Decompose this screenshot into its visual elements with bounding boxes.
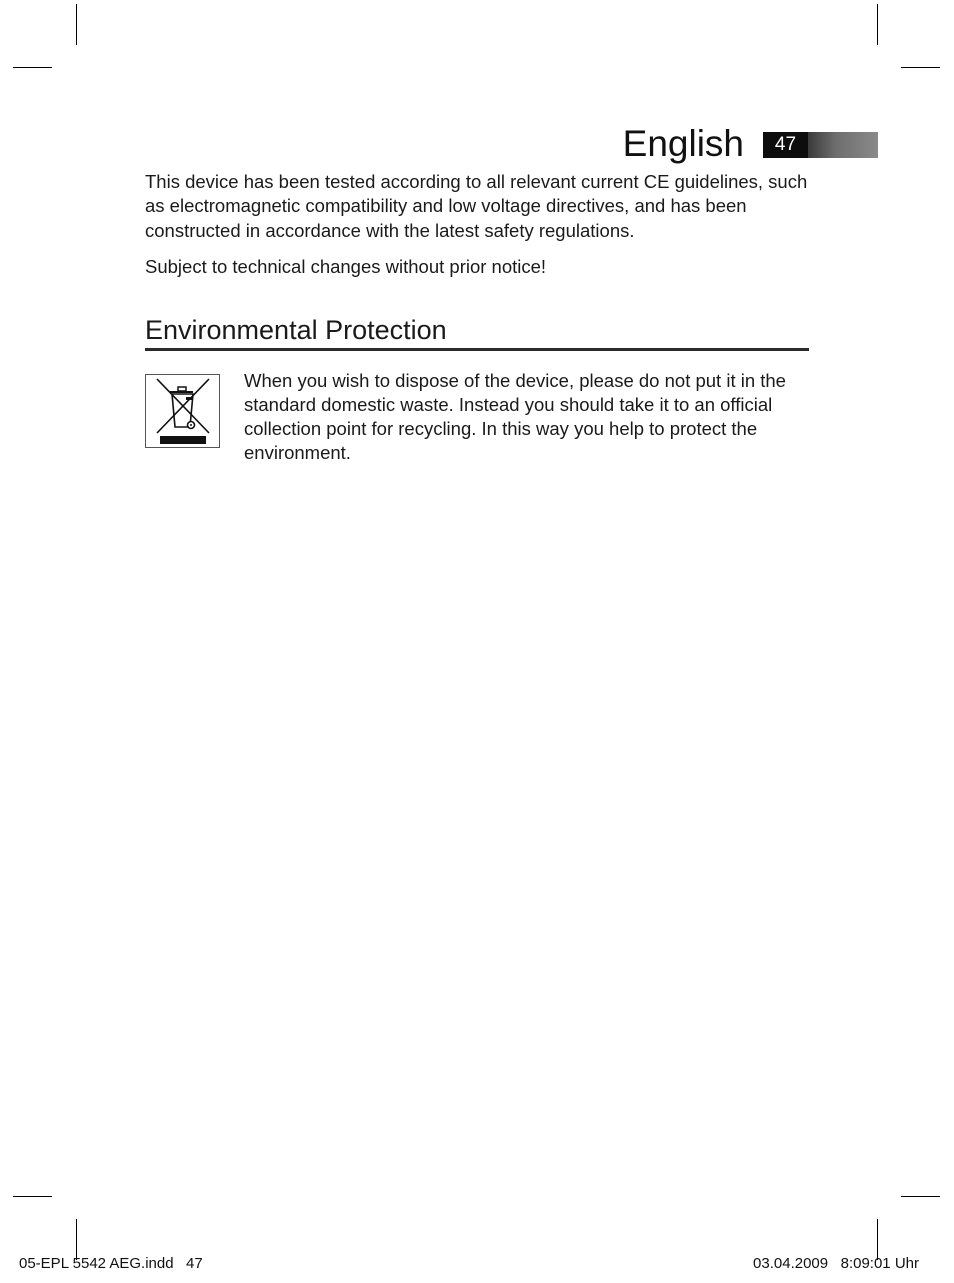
- section-heading: Environmental Protection: [145, 314, 809, 351]
- file-slug: 05-EPL 5542 AEG.indd 47: [19, 1255, 203, 1272]
- page-number-badge: 47: [763, 132, 808, 158]
- crop-mark-bottom-right-vertical: [877, 1219, 878, 1260]
- crop-mark-top-right-horizontal: [901, 67, 940, 68]
- language-heading: English: [622, 123, 744, 164]
- crop-mark-bottom-left-horizontal: [13, 1196, 52, 1197]
- ce-compliance-paragraph: This device has been tested according to all relevant current CE guidelines, such as electromagnetic compatibility and low voltage directives, and has been constructed in accordance with the latest safety regulations.: [145, 171, 808, 241]
- crop-mark-top-left-vertical: [76, 4, 77, 45]
- crossed-out-wheelie-bin-icon: [145, 374, 220, 448]
- technical-changes-notice: Subject to technical changes without prior notice!: [145, 256, 547, 277]
- crop-mark-bottom-right-horizontal: [901, 1196, 940, 1197]
- crop-mark-top-left-horizontal: [13, 67, 52, 68]
- crop-mark-bottom-left-vertical: [76, 1219, 77, 1260]
- disposal-instructions: When you wish to dispose of the device, please do not put it in the standard domestic waste. Instead you should take it to an official collection point for recycling. In this way you help to protect the environment.: [244, 370, 786, 463]
- timestamp-slug: 03.04.2009 8:09:01 Uhr: [753, 1255, 919, 1272]
- header-gradient-bar: [808, 132, 878, 158]
- crop-mark-top-right-vertical: [877, 4, 878, 45]
